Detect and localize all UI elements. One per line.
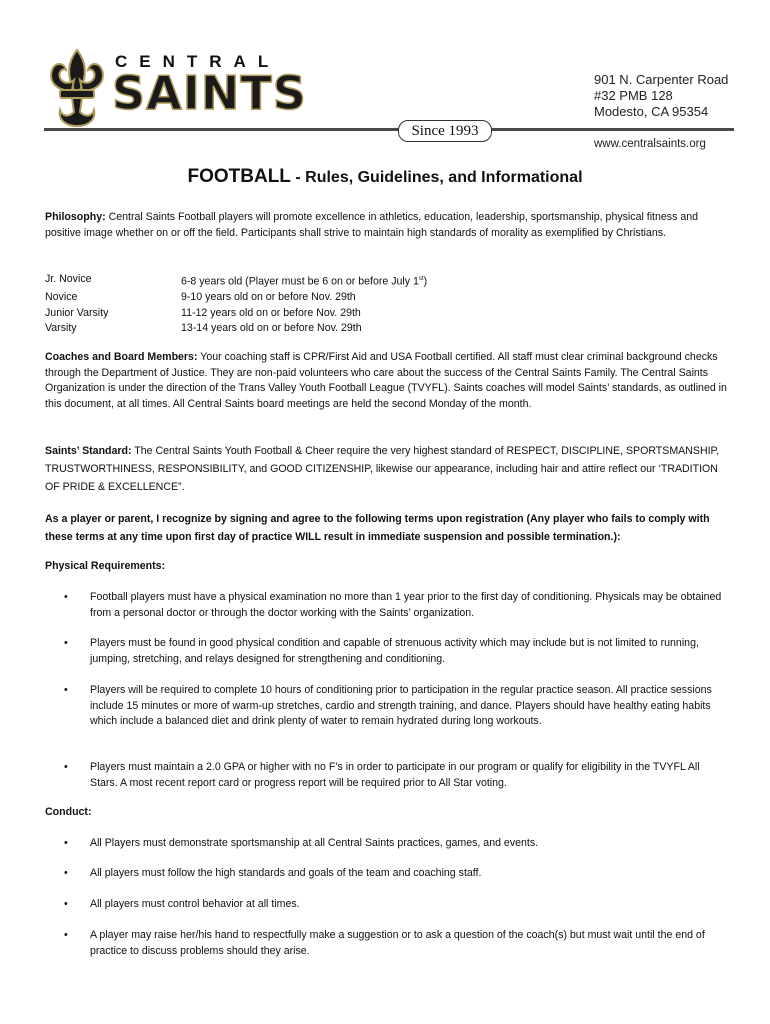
age-divisions: [45, 272, 427, 337]
physical-requirements-heading: Physical Requirements:: [45, 560, 166, 572]
division-desc: 9-10 years old on or before Nov. 29th: [181, 291, 356, 304]
bullet-icon: •: [64, 898, 68, 910]
division-name: Jr. Novice: [45, 273, 92, 285]
division-desc: 13-14 years old on or before Nov. 29th: [181, 322, 362, 335]
division-name: Varsity: [45, 322, 77, 335]
bullet-icon: •: [64, 929, 68, 941]
philosophy-label: Philosophy:: [45, 211, 106, 223]
agreement-statement: As a player or parent, I recognize by signing and agree to the following terms upon registration (Any player who fails to comply with these terms at any time upon first day of practice WILL result in immediate suspension and possible termination.):: [45, 513, 710, 543]
coaches-text: Your coaching staff is CPR/First Aid and USA Football certified. All staff must clear criminal background checks through the Department of Justice. They are non-paid volunteers who care about the success of the Central Saints Family. The Central Saints Organization is under the direction of the Trans Valley Youth Football League (TVYFL). Saints coaches will model Saints’ standards, as outlined in this document, at all times. All Central Saints board meetings are held the second Monday of the month.: [45, 351, 727, 410]
age-row: [45, 306, 427, 322]
website-link[interactable]: www.centralsaints.org: [594, 138, 706, 150]
bullet-icon: •: [64, 684, 68, 696]
age-row: [45, 321, 427, 337]
bullet-icon: •: [64, 637, 68, 649]
list-item-text: All Players must demonstrate sportsmanship at all Central Saints practices, games, and events.: [90, 837, 539, 849]
central-saints-logo: [44, 46, 314, 132]
standard-label: Saints’ Standard:: [45, 445, 132, 457]
philosophy-text: Central Saints Football players will promote excellence in athletics, education, leadership, sportsmanship, physical fitness and positive image whether on or off the field. Participants shall strive to maintain high standards of morality as exemplified by Christians.: [45, 211, 699, 239]
fleur-de-lis-icon: [44, 46, 110, 130]
bullet-icon: •: [64, 837, 68, 849]
list-item-text: Football players must have a physical examination no more than 1 year prior to the first day of conditioning. Physicals may be obtained from a personal doctor or through the doctor working with the Saints’ organization.: [90, 591, 722, 619]
since-badge: Since 1993: [398, 120, 492, 142]
coaches-paragraph: [45, 350, 727, 412]
address-line: #32 PMB 128: [594, 88, 673, 103]
logo-saints-text: SAINTS: [112, 66, 307, 120]
address-line: Modesto, CA 95354: [594, 104, 709, 119]
list-item-text: Players must maintain a 2.0 GPA or higher with no F’s in order to participate in our program or qualify for eligibility in the TVYFL All Stars. A most recent report card or progress report will be required prior to All Star voting.: [90, 761, 700, 789]
standard-text: The Central Saints Youth Football & Cheer require the very highest standard of RESPECT, DISCIPLINE, SPORTSMANSHIP, TRUSTWORTHINESS, RESPONSIBILITY, and GOOD CITIZENSHIP, likewise our appearance, including hair and attire reflect our ‘TRADITION OF PRIDE & EXCELLENCE”.: [45, 445, 720, 493]
list-item-text: Players will be required to complete 10 hours of conditioning prior to participation in the regular practice season. All practice sessions include 15 minutes or more of warm-up stretches, cardio and strength training, and dance. Players should have healthy eating habits which include a balanced diet and drink plenty of water to remain hydrated during long workouts.: [90, 684, 712, 728]
header-divider: [44, 128, 734, 131]
age-row: [45, 290, 427, 306]
list-item-text: Players must be found in good physical condition and capable of strenuous activity which may include but is not limited to running, jumping, stretching, and relays designed for strengthening and conditioning.: [90, 637, 699, 665]
bullet-icon: •: [64, 591, 68, 603]
list-item-text: A player may raise her/his hand to respectfully make a suggestion or to ask a question of the coach(s) but must wait until the end of practice to discuss problems should they arise.: [90, 929, 705, 957]
philosophy-paragraph: [45, 210, 727, 241]
division-name: Junior Varsity: [45, 306, 109, 319]
bullet-icon: •: [64, 761, 68, 773]
logo-central-text: CENTRAL: [115, 52, 281, 71]
document-title: [0, 166, 770, 188]
standard-paragraph: [45, 442, 727, 496]
coaches-label: Coaches and Board Members:: [45, 351, 198, 363]
mailing-address: [594, 72, 770, 120]
conduct-heading: Conduct:: [45, 806, 92, 818]
title-main: FOOTBALL: [187, 166, 291, 187]
list-item-text: All players must control behavior at all times.: [90, 898, 300, 910]
bullet-icon: •: [64, 867, 68, 879]
division-desc: 6-8 years old (Player must be 6 on or before July 1st): [181, 275, 428, 288]
division-desc: 11-12 years old on or before Nov. 29th: [181, 306, 361, 319]
division-name: Novice: [45, 291, 78, 304]
list-item-text: All players must follow the high standards and goals of the team and coaching staff.: [90, 867, 482, 879]
age-row: [45, 272, 427, 290]
address-line: 901 N. Carpenter Road: [594, 72, 729, 87]
title-subtitle: - Rules, Guidelines, and Informational: [290, 169, 583, 186]
